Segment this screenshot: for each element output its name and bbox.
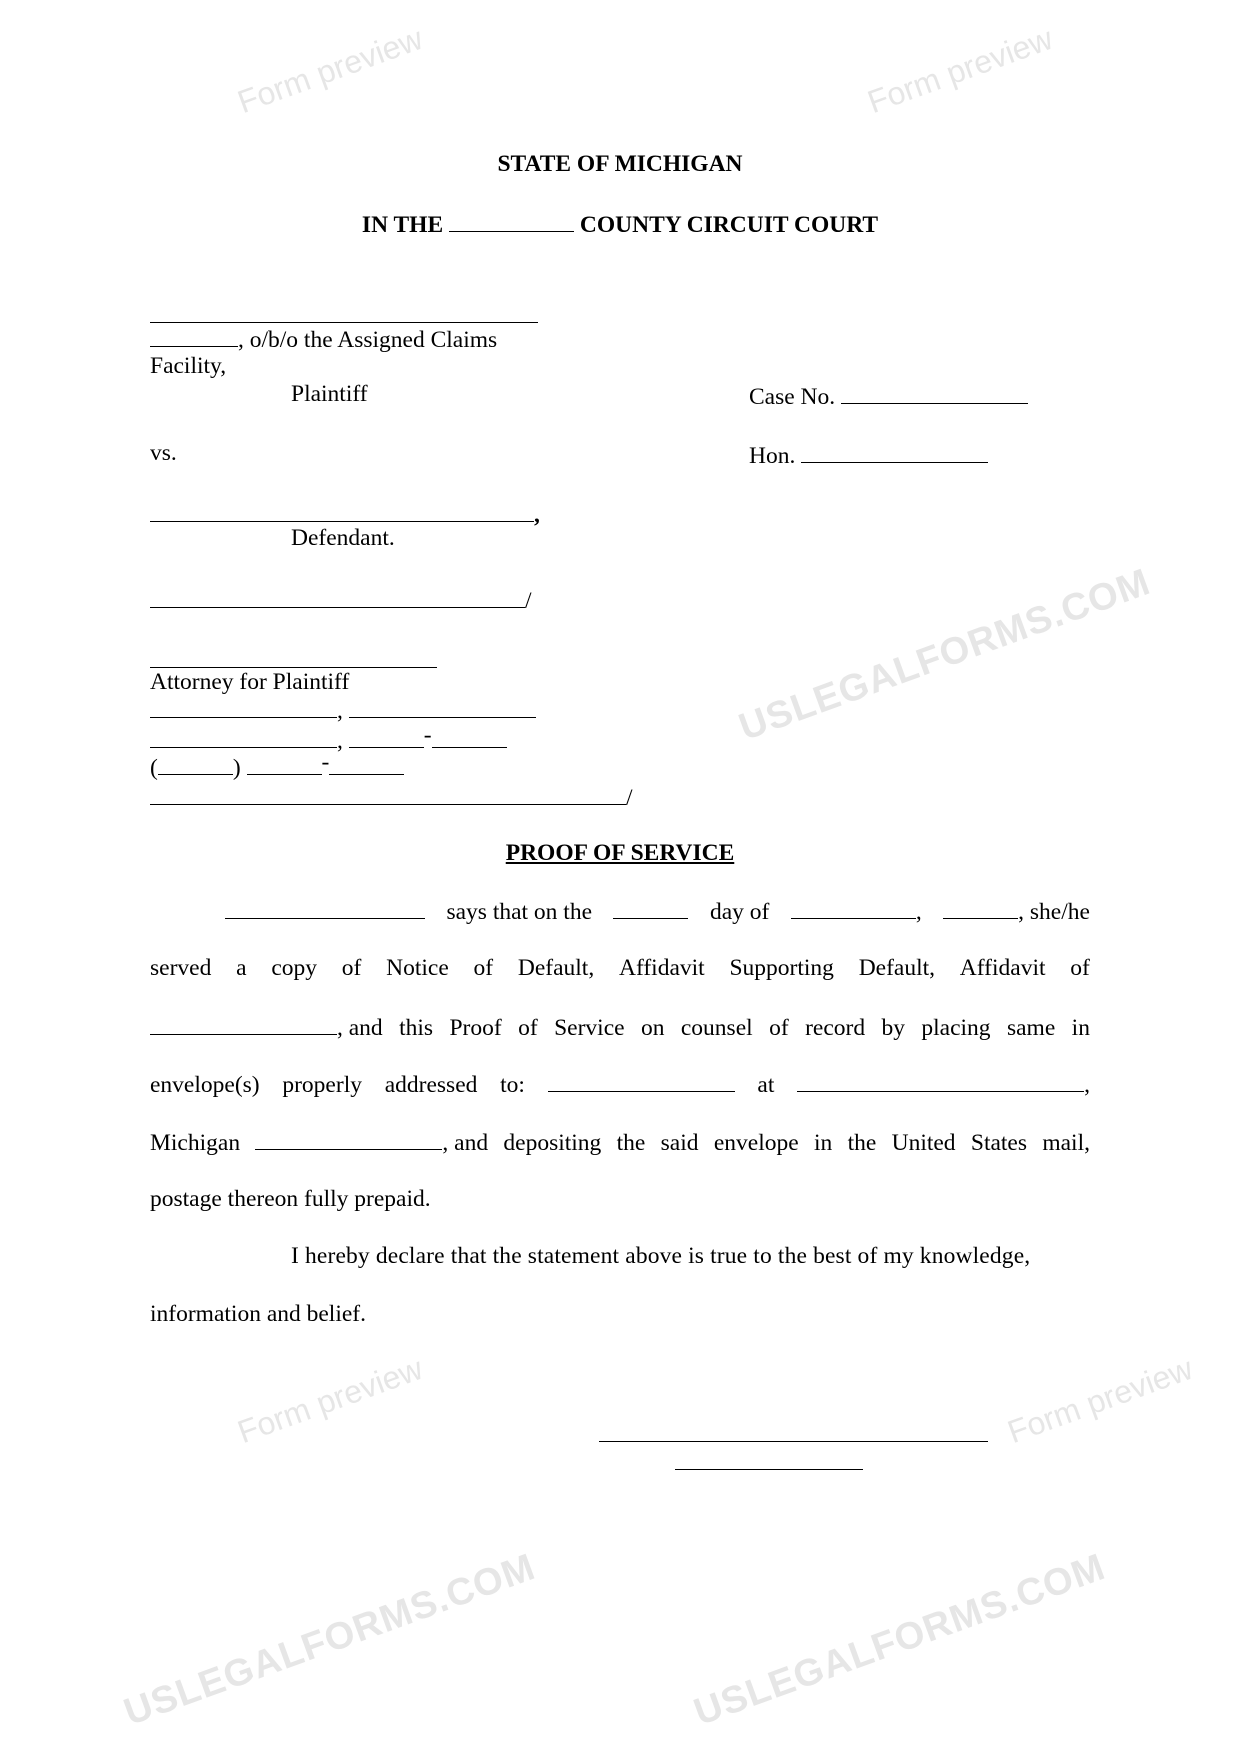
- text: properly: [282, 1072, 362, 1098]
- text: day of: [709, 899, 770, 925]
- dash: -: [321, 749, 330, 775]
- caption-end-line: [150, 587, 532, 612]
- comma: ,: [534, 502, 540, 528]
- comma: ,: [337, 728, 343, 754]
- hon-blank: [801, 442, 988, 463]
- body-line-2: [150, 956, 1090, 980]
- text: of: [341, 955, 362, 981]
- watermark-sub: Form preview: [232, 19, 428, 121]
- caption-blank: [150, 587, 525, 608]
- text: same: [1006, 1015, 1056, 1041]
- text: Affidavit: [618, 955, 705, 981]
- proof-title: PROOF OF SERVICE: [505, 840, 735, 866]
- plaintiff-obo-text: , o/b/o the Assigned Claims: [238, 327, 498, 353]
- state-heading: STATE OF MICHIGAN: [497, 151, 743, 177]
- text: envelope(s): [150, 1072, 260, 1098]
- body-line-4: [150, 1071, 1090, 1097]
- text: copy: [271, 955, 317, 981]
- attorney-label: Attorney for Plaintiff: [150, 669, 350, 695]
- defendant-label: Defendant.: [291, 525, 395, 551]
- document-blank: [150, 1014, 337, 1035]
- watermark-sub: Form preview: [1002, 1349, 1198, 1451]
- text: Default,: [858, 955, 936, 981]
- address-blank: [150, 697, 337, 718]
- text: said: [660, 1130, 699, 1156]
- signer-name-line: [675, 1469, 863, 1470]
- body-line-5: [150, 1129, 1090, 1155]
- address-blank: [349, 697, 536, 718]
- hon-label: Hon.: [749, 443, 796, 469]
- text: , and: [442, 1130, 489, 1156]
- text: envelope: [713, 1130, 799, 1156]
- text: in: [813, 1130, 833, 1156]
- declaration-line: [291, 1244, 1090, 1268]
- defendant-line: [150, 501, 540, 526]
- watermark-sub: Form preview: [862, 19, 1058, 121]
- bar-number-blank: [150, 784, 626, 805]
- text: to:: [500, 1072, 525, 1098]
- address-blank: [797, 1071, 1084, 1092]
- text: of: [518, 1015, 538, 1041]
- text: of: [769, 1015, 789, 1041]
- slash: /: [626, 785, 633, 811]
- text: Affidavit: [959, 955, 1046, 981]
- plaintiff-name-blank: [150, 322, 538, 323]
- attorney-phone-line: [150, 751, 404, 779]
- attorney-end-line: [150, 784, 633, 809]
- text: counsel: [680, 1015, 753, 1041]
- text: States: [970, 1130, 1028, 1156]
- text: served: [150, 955, 212, 981]
- text: on: [640, 1015, 665, 1041]
- month-blank: [791, 898, 916, 919]
- text: of: [473, 955, 494, 981]
- text: the: [847, 1130, 877, 1156]
- addressee-blank: [548, 1071, 735, 1092]
- text: mail,: [1042, 1130, 1090, 1156]
- court-heading: [0, 211, 1240, 236]
- server-name-blank: [225, 898, 425, 919]
- watermark-brand: USLEGALFORMS.COM: [118, 1546, 541, 1734]
- zip-blank: [349, 727, 424, 748]
- text: record: [805, 1015, 866, 1041]
- watermark-sub: Form preview: [232, 1349, 428, 1451]
- text: a: [236, 955, 247, 981]
- text: Proof: [449, 1015, 502, 1041]
- attorney-address-line: [150, 697, 536, 722]
- case-number: [749, 383, 1028, 408]
- text: Notice: [386, 955, 449, 981]
- text: of: [1070, 955, 1090, 981]
- slash: /: [525, 588, 532, 614]
- plaintiff-blank: [150, 326, 238, 347]
- text: at: [757, 1072, 775, 1098]
- day-blank: [613, 898, 688, 919]
- body-line-1: [225, 898, 1090, 924]
- plaintiff-label: Plaintiff: [291, 381, 368, 407]
- judge: [749, 442, 988, 467]
- attorney-city-line: [150, 724, 507, 752]
- declaration-text: I hereby declare that the statement above is true to the best of my knowledge,: [291, 1243, 1031, 1269]
- attorney-name-blank: [150, 667, 437, 668]
- case-no-label: Case No.: [749, 384, 836, 410]
- text: placing: [921, 1015, 991, 1041]
- phone-blank: [329, 754, 404, 775]
- phone-blank: [247, 754, 322, 775]
- text: , she/he: [1018, 899, 1090, 925]
- text: Supporting: [729, 955, 834, 981]
- paren: (: [150, 755, 158, 781]
- text: in: [1071, 1015, 1090, 1041]
- text: by: [881, 1015, 905, 1041]
- body-line-6: postage thereon fully prepaid.: [150, 1186, 431, 1212]
- text: this: [399, 1015, 434, 1041]
- area-code-blank: [158, 754, 233, 775]
- text: , and: [337, 1015, 383, 1041]
- text: the: [616, 1130, 646, 1156]
- text: Michigan: [150, 1130, 241, 1156]
- case-no-blank: [841, 383, 1028, 404]
- dash: -: [423, 722, 432, 748]
- watermark-brand: USLEGALFORMS.COM: [733, 561, 1156, 749]
- facility-text: Facility,: [150, 353, 227, 379]
- court-prefix: IN THE: [361, 212, 444, 238]
- text: addressed: [384, 1072, 478, 1098]
- year-blank: [943, 898, 1018, 919]
- text: ,: [915, 899, 922, 925]
- city-blank: [150, 727, 337, 748]
- text: says that on the: [446, 899, 593, 925]
- text: ,: [1084, 1072, 1090, 1098]
- court-suffix: COUNTY CIRCUIT COURT: [579, 212, 879, 238]
- body-line-3: [150, 1014, 1090, 1040]
- signature-line: [599, 1441, 988, 1442]
- comma: ,: [337, 698, 343, 724]
- plaintiff-line: [150, 326, 497, 351]
- text: United: [891, 1130, 956, 1156]
- text: Default,: [517, 955, 595, 981]
- text: Service: [554, 1015, 625, 1041]
- zip-ext-blank: [432, 727, 507, 748]
- county-blank: [449, 211, 574, 232]
- text: depositing: [503, 1130, 602, 1156]
- city-blank: [255, 1129, 442, 1150]
- declaration-end: information and belief.: [150, 1301, 366, 1327]
- vs-text: vs.: [150, 440, 177, 466]
- watermark-brand: USLEGALFORMS.COM: [688, 1546, 1111, 1734]
- defendant-blank: [150, 501, 534, 522]
- paren: ): [232, 755, 241, 781]
